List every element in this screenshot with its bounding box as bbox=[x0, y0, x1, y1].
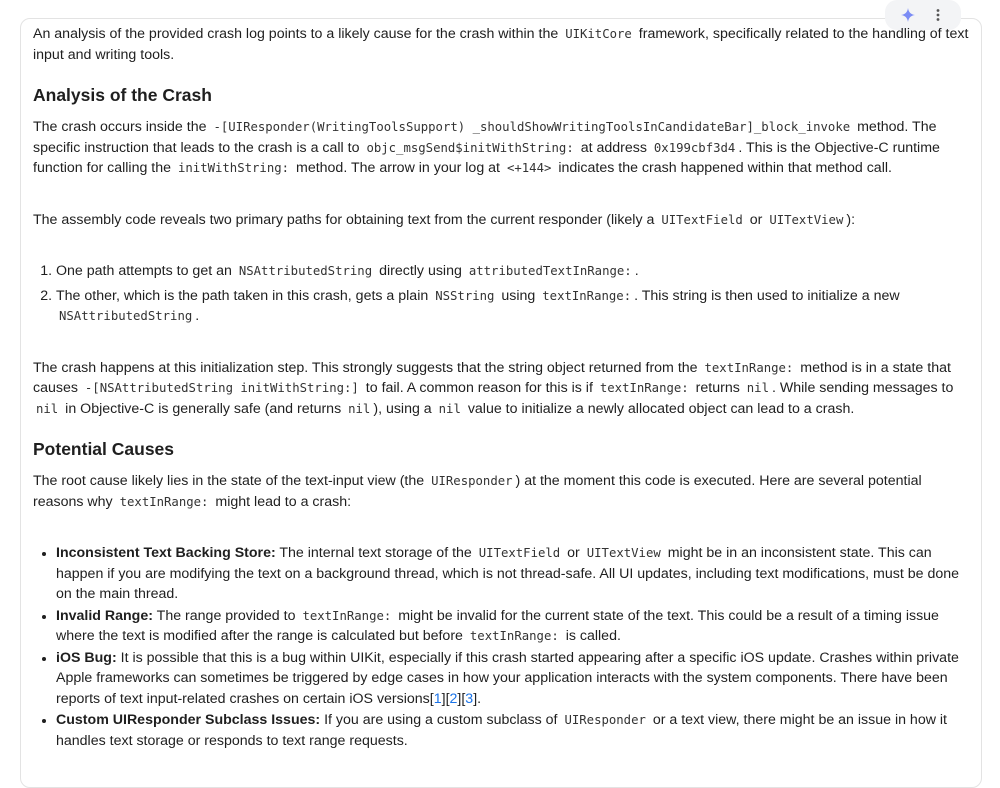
code: UITextField bbox=[478, 546, 561, 560]
list-item bbox=[56, 606, 973, 647]
code: textInRange: bbox=[542, 288, 632, 303]
code: UITextView bbox=[586, 546, 661, 560]
text: framework, specifically related to the handling of text input and writing tools. bbox=[33, 26, 969, 63]
causes-list bbox=[33, 543, 973, 751]
sparkle-button[interactable] bbox=[897, 4, 919, 26]
sparkle-icon bbox=[900, 7, 916, 23]
list-item bbox=[56, 710, 973, 751]
text: The crash happens at this initialization step. This strongly suggests that the string object returned from the bbox=[33, 359, 698, 376]
code: nil bbox=[36, 401, 59, 416]
citation-link-1[interactable]: 1 bbox=[433, 690, 442, 707]
heading-potential-causes: Potential Causes bbox=[33, 439, 175, 459]
numbered-list bbox=[33, 261, 973, 327]
code: initWithString: bbox=[177, 161, 290, 175]
text: The range provided to bbox=[156, 607, 296, 624]
text: One path attempts to get an bbox=[56, 263, 232, 279]
code: UIResponder bbox=[564, 713, 646, 727]
text: . bbox=[195, 308, 200, 324]
citation-bracket: ]. bbox=[473, 690, 482, 707]
response-content bbox=[33, 24, 973, 751]
analysis-paragraph-3 bbox=[33, 358, 973, 420]
text: ) at the moment this code is executed. Here are several potential reasons why bbox=[33, 473, 922, 510]
code: textInRange: bbox=[302, 608, 392, 623]
text: method. The specific instruction that leads to the crash is a call to bbox=[33, 119, 937, 156]
text: or a text view, there might be an issue in how it handles text storage or responds to text range requests. bbox=[56, 712, 947, 749]
text: indicates the crash happened within that method call. bbox=[558, 160, 892, 176]
text: . While sending messages to bbox=[771, 380, 954, 396]
causes-paragraph bbox=[33, 471, 973, 512]
text: in Objective-C is generally safe (and returns bbox=[65, 400, 342, 417]
code: UITextView bbox=[769, 212, 844, 227]
text: might be in an inconsistent state. This can happen if you are modifying the text on a background thread, which is not thread-safe. All UI updates, including text modifications, must be done on the main thread. bbox=[56, 545, 960, 602]
intro-paragraph bbox=[33, 24, 973, 65]
code: UITextField bbox=[661, 212, 743, 227]
text: might be invalid for the current state of the text. This could be a result of a timing issue where the text is modified after the range is calculated but before bbox=[56, 607, 939, 644]
citation-bracket: ][ bbox=[457, 690, 466, 707]
more-options-button[interactable] bbox=[927, 4, 949, 26]
code: -[NSAttributedString initWithString:] bbox=[84, 381, 359, 395]
code: UIKitCore bbox=[565, 27, 632, 41]
list-item bbox=[56, 543, 973, 605]
text: returns bbox=[695, 380, 740, 396]
code: textInRange: bbox=[599, 381, 689, 395]
text: method is in a state that causes bbox=[33, 359, 951, 396]
text: The crash occurs inside the bbox=[33, 119, 207, 135]
text: ): bbox=[846, 211, 856, 228]
text: value to initialize a newly allocated object can lead to a crash. bbox=[467, 400, 855, 417]
text: might lead to a crash: bbox=[215, 493, 352, 510]
text: If you are using a custom subclass of bbox=[324, 712, 558, 728]
analysis-paragraph-1 bbox=[33, 117, 973, 179]
code: nil bbox=[746, 381, 769, 395]
text: or bbox=[567, 545, 580, 561]
list-item bbox=[56, 286, 973, 327]
citation-bracket: ][ bbox=[441, 690, 450, 707]
code: NSAttributedString bbox=[59, 309, 193, 323]
text: using bbox=[501, 287, 536, 304]
text: method. The arrow in your log at bbox=[296, 160, 500, 176]
more-vertical-icon bbox=[931, 8, 945, 22]
text: to fail. A common reason for this is if bbox=[365, 380, 593, 396]
text: The assembly code reveals two primary paths for obtaining text from the current responder (likely a bbox=[33, 211, 655, 228]
code: -[UIResponder(WritingToolsSupport) _shouldShowWritingToolsInCandidateBar]_block_invoke bbox=[213, 120, 851, 134]
text: An analysis of the provided crash log points to a likely cause for the crash within the bbox=[33, 26, 559, 42]
text: . bbox=[634, 263, 639, 279]
citation-link-3[interactable]: 3 bbox=[465, 690, 474, 707]
text: . This is the Objective-C runtime function for calling the bbox=[33, 139, 940, 176]
code: NSAttributedString bbox=[238, 264, 373, 278]
item-title: Custom UIResponder Subclass Issues: bbox=[56, 712, 321, 728]
code: objc_msgSend$initWithString: bbox=[366, 140, 574, 155]
heading-analysis: Analysis of the Crash bbox=[33, 85, 212, 105]
code: textInRange: bbox=[469, 629, 559, 643]
text: The internal text storage of the bbox=[279, 545, 472, 561]
text: The root cause likely lies in the state of the text-input view (the bbox=[33, 473, 425, 489]
code: UIResponder bbox=[431, 474, 513, 488]
text: ), using a bbox=[373, 400, 432, 417]
code: textInRange: bbox=[704, 360, 794, 375]
list-item bbox=[56, 261, 973, 282]
item-title: Invalid Range: bbox=[56, 607, 153, 624]
text: is called. bbox=[565, 628, 621, 644]
item-title: Inconsistent Text Backing Store: bbox=[56, 545, 276, 561]
code: nil bbox=[438, 401, 461, 416]
item-title: iOS Bug: bbox=[56, 649, 117, 666]
code: NSString bbox=[435, 288, 495, 303]
text: The other, which is the path taken in this crash, gets a plain bbox=[56, 287, 429, 304]
text: at address bbox=[580, 139, 647, 156]
text: directly using bbox=[379, 263, 462, 279]
text: . This string is then used to initialize a new bbox=[634, 287, 900, 304]
text: or bbox=[749, 211, 763, 228]
citation-link-2[interactable]: 2 bbox=[449, 690, 458, 707]
analysis-paragraph-2 bbox=[33, 210, 973, 231]
code: nil bbox=[348, 401, 371, 416]
text: It is possible that this is a bug within UIKit, especially if this crash started appearing after a specific iOS update. Crashes within private Apple frameworks can sometimes be triggered by edge cases in how your application interacts with the system components. There have been reports of text input-related crashes on certain iOS versions bbox=[56, 649, 959, 707]
citation-bracket: [ bbox=[429, 690, 434, 707]
code: attributedTextInRange: bbox=[468, 264, 632, 278]
list-item bbox=[56, 648, 973, 710]
code: 0x199cbf3d4 bbox=[653, 140, 736, 155]
code: textInRange: bbox=[119, 494, 209, 509]
code: <+144> bbox=[506, 161, 552, 175]
